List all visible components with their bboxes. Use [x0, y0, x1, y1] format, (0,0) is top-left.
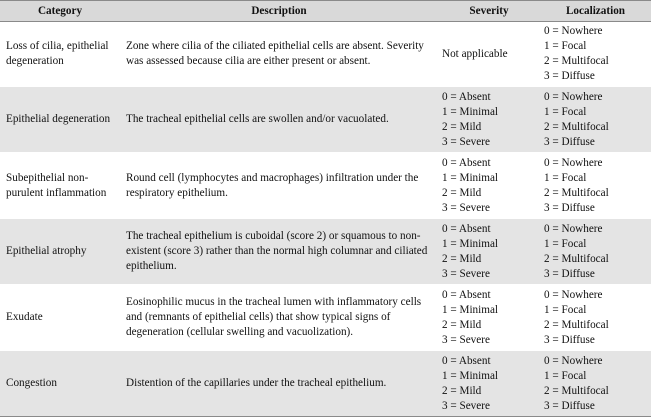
category-cell: Exudate: [0, 285, 120, 351]
localization-level: 2 = Multifocal: [544, 384, 609, 397]
header-localization: Localization: [540, 1, 651, 22]
localization-level: 3 = Diffuse: [544, 267, 595, 280]
localization-level: 1 = Focal: [544, 171, 587, 184]
description-cell: The tracheal epithelial cells are swollen and/or vacuolated.: [120, 87, 438, 153]
severity-cell: [438, 285, 540, 351]
localization-level: 1 = Focal: [544, 105, 587, 118]
category-cell: Epithelial degeneration: [0, 87, 120, 153]
severity-level: 2 = Mild: [442, 120, 482, 133]
localization-level: 0 = Nowhere: [544, 25, 603, 37]
localization-level: 3 = Diffuse: [544, 333, 595, 346]
localization-level: 3 = Diffuse: [544, 399, 595, 412]
severity-level: 1 = Minimal: [442, 237, 499, 250]
severity-cell: [438, 351, 540, 417]
severity-level: 0 = Absent: [442, 90, 491, 103]
table-row: [0, 219, 651, 285]
severity-level: 3 = Severe: [442, 201, 490, 214]
severity-level: 0 = Absent: [442, 222, 491, 235]
localization-level: 3 = Diffuse: [544, 201, 595, 214]
description-cell: Zone where cilia of the ciliated epithelial cells are absent. Severity was assessed because cilia are either present or absent.: [120, 22, 438, 87]
localization-level: 3 = Diffuse: [544, 70, 595, 82]
description-cell: Round cell (lymphocytes and macrophages) infiltration under the respiratory epithelium.: [120, 153, 438, 219]
localization-cell: [540, 219, 651, 285]
severity-level: 2 = Mild: [442, 318, 482, 331]
severity-level: 2 = Mild: [442, 252, 482, 265]
description-cell: The tracheal epithelium is cuboidal (score 2) or squamous to non-existent (score 3) rather than the normal high columnar and ciliated epithelium.: [120, 219, 438, 285]
header-row: [0, 1, 651, 22]
localization-level: 0 = Nowhere: [544, 90, 603, 103]
severity-cell: [438, 219, 540, 285]
severity-level: 1 = Minimal: [442, 171, 499, 184]
localization-level: 3 = Diffuse: [544, 135, 595, 148]
severity-level: 1 = Minimal: [442, 303, 499, 316]
category-cell: Congestion: [0, 351, 120, 417]
severity-level: 0 = Absent: [442, 288, 491, 301]
severity-level: 2 = Mild: [442, 384, 482, 397]
severity-cell: [438, 87, 540, 153]
severity-cell: [438, 153, 540, 219]
localization-level: 0 = Nowhere: [544, 156, 603, 169]
localization-level: 2 = Multifocal: [544, 318, 609, 331]
localization-level: 2 = Multifocal: [544, 120, 609, 133]
severity-level: 2 = Mild: [442, 186, 482, 199]
localization-level: 2 = Multifocal: [544, 252, 609, 265]
severity-level: 0 = Absent: [442, 156, 491, 169]
description-cell: Distention of the capillaries under the tracheal epithelium.: [120, 351, 438, 417]
localization-level: 0 = Nowhere: [544, 354, 603, 367]
header-description: Description: [120, 1, 438, 22]
severity-level: 3 = Severe: [442, 333, 490, 346]
table-row: [0, 285, 651, 351]
table-row: [0, 351, 651, 417]
header-severity: Severity: [438, 1, 540, 22]
localization-cell: [540, 22, 651, 87]
localization-cell: [540, 285, 651, 351]
localization-level: 1 = Focal: [544, 40, 587, 52]
table-body: [0, 22, 651, 417]
table-row: [0, 153, 651, 219]
severity-level: 3 = Severe: [442, 135, 490, 148]
table-row: [0, 22, 651, 87]
category-cell: Epithelial atrophy: [0, 219, 120, 285]
table-row: [0, 87, 651, 153]
header-category: Category: [0, 1, 120, 22]
severity-level: 1 = Minimal: [442, 369, 499, 382]
localization-cell: [540, 351, 651, 417]
localization-level: 0 = Nowhere: [544, 288, 603, 301]
severity-level: Not applicable: [442, 47, 508, 60]
severity-level: 3 = Severe: [442, 399, 490, 412]
localization-level: 1 = Focal: [544, 237, 587, 250]
localization-level: 2 = Multifocal: [544, 186, 609, 199]
localization-level: 1 = Focal: [544, 369, 587, 382]
severity-level: 3 = Severe: [442, 267, 490, 280]
category-cell: Loss of cilia, epithelial degeneration: [0, 22, 120, 87]
localization-level: 1 = Focal: [544, 303, 587, 316]
localization-level: 0 = Nowhere: [544, 222, 603, 235]
category-cell: Subepithelial non-purulent inflammation: [0, 153, 120, 219]
description-cell: Eosinophilic mucus in the tracheal lumen with inflammatory cells and (remnants of epithelial cells) that show typical signs of degeneration (cellular swelling and vacuolization).: [120, 285, 438, 351]
localization-cell: [540, 153, 651, 219]
severity-level: 1 = Minimal: [442, 105, 499, 118]
localization-cell: [540, 87, 651, 153]
severity-level: 0 = Absent: [442, 354, 491, 367]
localization-level: 2 = Multifocal: [544, 55, 609, 67]
severity-cell: [438, 22, 540, 87]
